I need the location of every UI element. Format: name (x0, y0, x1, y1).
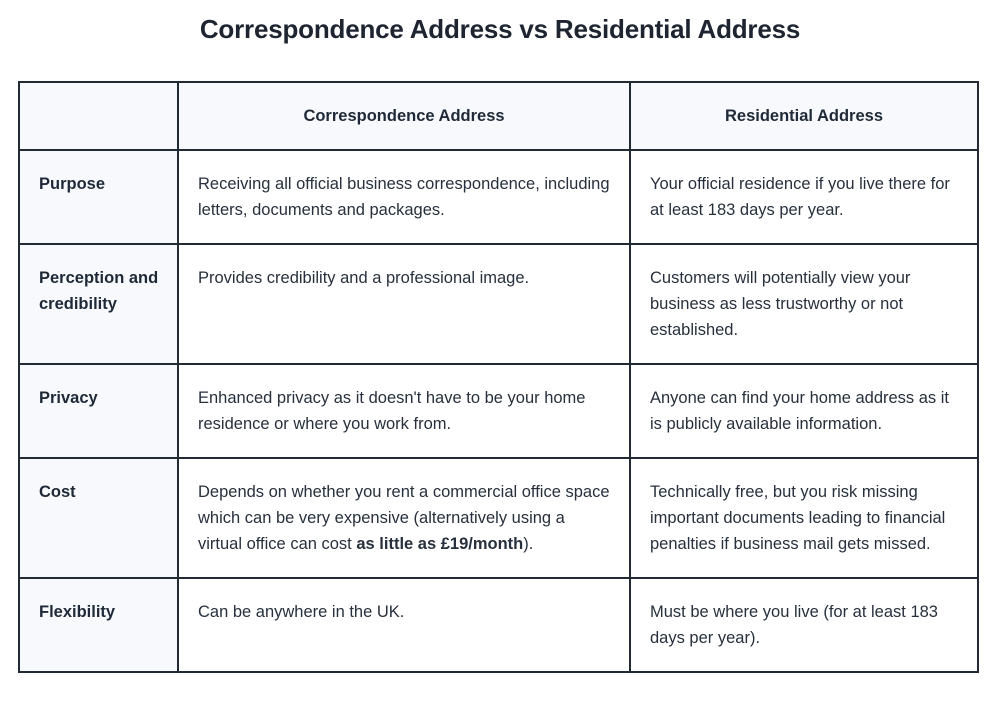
table-row-cost (19, 458, 978, 578)
purpose-correspondence-cell: Receiving all official business correspondence, including letters, documents and packages. (178, 150, 630, 244)
cost-correspondence-tail: ). (523, 535, 534, 553)
cost-residential-cell: Technically free, but you risk missing important documents leading to financial penalties if business mail gets missed. (630, 458, 978, 578)
comparison-table (18, 81, 979, 673)
table-row-purpose (19, 150, 978, 244)
cost-correspondence-highlight: as little as £19/month (356, 535, 524, 553)
flexibility-correspondence-cell: Can be anywhere in the UK. (178, 578, 630, 672)
row-label-cost: Cost (19, 458, 178, 578)
purpose-residential-cell: Your official residence if you live there for at least 183 days per year. (630, 150, 978, 244)
page-title: Correspondence Address vs Residential Address (199, 14, 801, 44)
row-label-purpose: Purpose (19, 150, 178, 244)
row-label-flexibility: Flexibility (19, 578, 178, 672)
perception-correspondence-cell: Provides credibility and a professional image. (178, 244, 630, 364)
cost-correspondence-text: Depends on whether you rent a commercial office space which can be very expensive (alternatively using a virtual office can cost (198, 483, 610, 553)
header-residential-address: Residential Address (630, 82, 978, 150)
privacy-correspondence-cell: Enhanced privacy as it doesn't have to be your home residence or where you work from. (178, 364, 630, 458)
table-row-flexibility (19, 578, 978, 672)
header-correspondence-address: Correspondence Address (178, 82, 630, 150)
table-header-row (19, 82, 978, 150)
row-label-perception: Perception and credibility (19, 244, 178, 364)
table-row-perception (19, 244, 978, 364)
header-empty-cell (19, 82, 178, 150)
perception-residential-cell: Customers will potentially view your business as less trustworthy or not established. (630, 244, 978, 364)
privacy-residential-cell: Anyone can find your home address as it is publicly available information. (630, 364, 978, 458)
table-row-privacy (19, 364, 978, 458)
row-label-privacy: Privacy (19, 364, 178, 458)
cost-correspondence-cell (178, 458, 630, 578)
flexibility-residential-cell: Must be where you live (for at least 183 days per year). (630, 578, 978, 672)
